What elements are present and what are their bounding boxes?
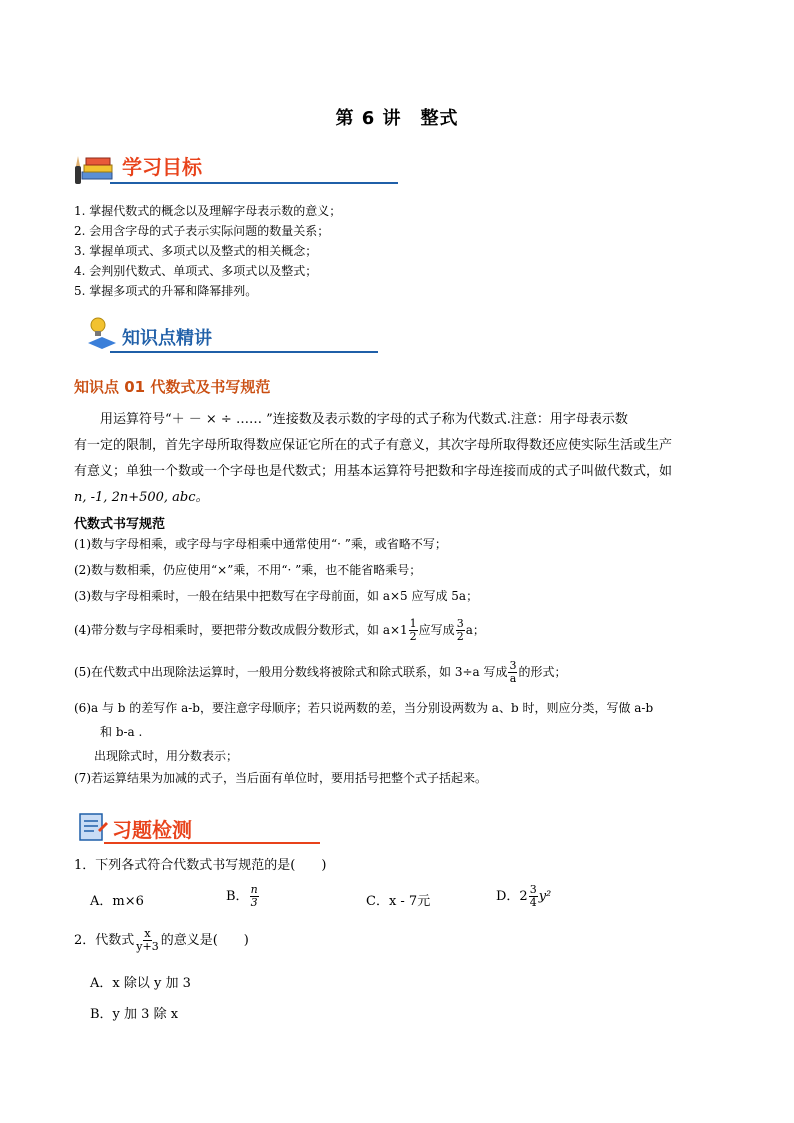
numerator: 3: [456, 617, 464, 630]
knowledge-point-title: 知识点 01 代数式及书写规范: [74, 378, 271, 396]
q1-option-c: [366, 890, 430, 909]
q2-option-b: B．y 加 3 除 x: [90, 1007, 179, 1022]
fraction-3-a: [508, 660, 517, 685]
paragraph-line: n, -1, 2n+500, abc。: [74, 490, 209, 505]
paragraph-line: 有意义；单独一个数或一个字母也是代数式；用基本运算符号把数和字母连接而成的式子叫做代数式，如: [74, 464, 673, 479]
option-label: B．: [226, 889, 249, 904]
section-heading-exercise: 习题检测: [112, 818, 192, 842]
rule-1: (1)数与字母相乘，或字母与字母相乘中通常使用“· ”乘，或省略不写；: [74, 537, 447, 551]
numerator: x: [144, 927, 151, 940]
fraction-1-2: [409, 618, 418, 643]
lightbulb-icon: [84, 313, 120, 353]
definition-paragraph: [74, 407, 734, 511]
section-divider: [104, 842, 320, 844]
rule-7: (7)若运算结果为加减的式子，当后面有单位时，要用括号把整个式子括起来。: [74, 771, 488, 785]
denominator: a: [509, 672, 517, 685]
denominator: 4: [529, 896, 537, 909]
goals-list: [74, 201, 341, 301]
rule-3: (3)数与字母相乘时，一般在结果中把数写在字母前面，如 a×5 应写成 5a；: [74, 589, 479, 603]
q1-option-b: [226, 884, 260, 909]
fraction-x-over-y-plus-3: [135, 928, 159, 953]
numerator: 3: [509, 659, 517, 672]
list-item: 1. 掌握代数式的概念以及理解字母表示数的意义；: [74, 204, 342, 218]
paragraph-line: 有一定的限制，首先字母所取得数应保证它所在的式子有意义，其次字母所取得数还应使实际生活或生产: [74, 438, 673, 453]
rule-4: [74, 618, 485, 643]
list-item: 3. 掌握单项式、多项式以及整式的相关概念；: [74, 244, 318, 258]
stem-text: 2．代数式: [74, 933, 135, 948]
rule-4-text: 应写成: [418, 623, 455, 637]
rule-5: [74, 660, 567, 685]
denominator: 2: [456, 630, 464, 643]
denominator: 3: [250, 896, 258, 909]
section-divider: [110, 182, 398, 184]
rule-6-cont: 和 b-a .: [100, 725, 143, 739]
paragraph-line: 用运算符号“＋ － × ÷ …… ”连接数及表示数的字母的式子称为代数式.注意：用字母表示数: [100, 412, 628, 427]
stem-text: 的意义是( ): [160, 933, 249, 948]
rule-4-text: a；: [465, 623, 485, 637]
q1-option-a: [90, 890, 144, 909]
list-item: 2. 会用含字母的式子表示实际问题的数量关系；: [74, 224, 330, 238]
section-divider: [110, 351, 378, 353]
rules-title: 代数式书写规范: [74, 517, 166, 532]
worksheet-icon: [76, 810, 110, 842]
question-2-stem: [74, 928, 249, 953]
option-label: D．2: [496, 889, 528, 904]
question-1-stem: 1．下列各式符合代数式书写规范的是( ): [74, 858, 327, 873]
numerator: 1: [409, 617, 417, 630]
page-title: 第 6 讲 整式: [335, 108, 459, 129]
rule-6: (6)a 与 b 的差写作 a-b，要注意字母顺序；若只说两数的差，当分别设两数为 a、b 时，则应分类，写做 a-b: [74, 701, 654, 715]
list-item: 5. 掌握多项式的升幂和降幂排列。: [74, 284, 258, 298]
q2-option-a: A．x 除以 y 加 3: [90, 976, 191, 991]
denominator: 2: [409, 630, 417, 643]
denominator: y+3: [136, 940, 159, 953]
option-text: A．m×6: [90, 894, 144, 909]
rule-2: (2)数与数相乘，仍应使用“×”乘，不用“· ”乘，也不能省略乘号；: [74, 563, 422, 577]
option-text: y²: [538, 889, 552, 904]
numerator: 3: [529, 883, 537, 896]
rule-6-note: 出现除式时，用分数表示；: [94, 749, 239, 763]
section-heading-goals: 学习目标: [122, 155, 202, 179]
rule-4-text: (4)带分数与字母相乘时，要把带分数改成假分数形式，如 a×1: [74, 623, 408, 637]
q1-option-d: [496, 884, 551, 909]
list-item: 4. 会判别代数式、单项式、多项式以及整式；: [74, 264, 318, 278]
rule-5-text: 的形式；: [518, 665, 567, 679]
fraction-3-2: [456, 618, 465, 643]
section-heading-knowledge: 知识点精讲: [122, 328, 212, 349]
fraction-n-3: [250, 884, 259, 909]
numerator: n: [250, 883, 258, 896]
rule-5-text: (5)在代数式中出现除法运算时，一般用分数线将被除式和除式联系，如 3÷a 写成: [74, 665, 508, 679]
fraction-3-4: [529, 884, 538, 909]
option-text: C．x - 7元: [366, 894, 431, 909]
